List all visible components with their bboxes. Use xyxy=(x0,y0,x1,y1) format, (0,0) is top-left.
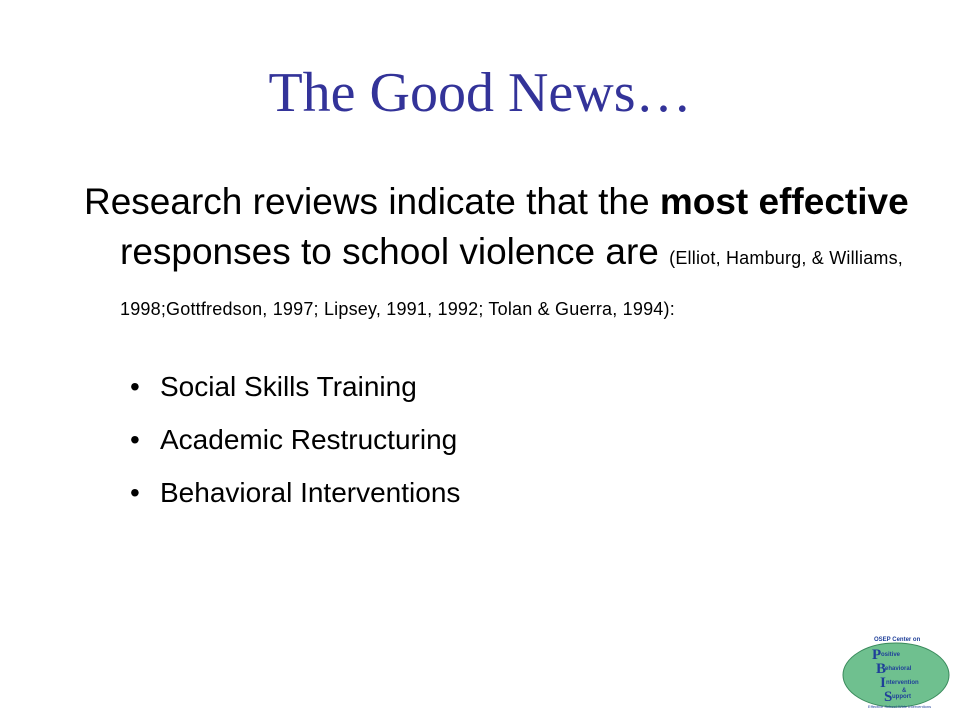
paragraph-text-1: Research reviews indicate that the xyxy=(84,181,660,222)
bullet-text: Academic Restructuring xyxy=(160,424,458,455)
logo-top-text: OSEP Center on xyxy=(874,637,921,643)
logo-letter-s: S xyxy=(884,689,893,705)
slide-title: The Good News… xyxy=(268,62,692,124)
paragraph-emphasis: most effective xyxy=(659,181,909,222)
bullet-glyph: • xyxy=(130,424,140,455)
citation-text: (Elliot, Hamburg, & Williams, 1998;Gottfredson, 1997; Lipsey, 1991, 1992; Tolan & Guerra, 1994): xyxy=(120,248,903,319)
bullet-glyph: • xyxy=(130,371,140,402)
pbis-logo xyxy=(840,632,952,710)
bullet-item-social-skills xyxy=(130,360,830,413)
logo-word-support: upport xyxy=(892,694,911,700)
logo-letter-b: B xyxy=(876,661,887,677)
bullet-item-academic xyxy=(130,413,830,466)
bullet-item-behavioral xyxy=(130,466,830,519)
logo-bottom-text: Effective School-Wide Interventions xyxy=(868,704,932,709)
bullet-text: Behavioral Interventions xyxy=(160,477,461,508)
bullet-glyph: • xyxy=(130,477,140,508)
bullet-text: Social Skills Training xyxy=(160,371,417,402)
paragraph-text-2: responses to school violence are xyxy=(120,231,670,272)
logo-letter-i: I xyxy=(880,675,886,691)
intro-paragraph xyxy=(84,177,920,329)
logo-word-behavioral: ehavioral xyxy=(885,666,912,672)
logo-letter-p: P xyxy=(872,647,882,663)
bullet-list xyxy=(130,360,830,519)
logo-ampersand: & xyxy=(902,688,907,694)
logo-word-positive: ositive xyxy=(881,652,901,658)
logo-word-intervention: ntervention xyxy=(886,680,919,686)
